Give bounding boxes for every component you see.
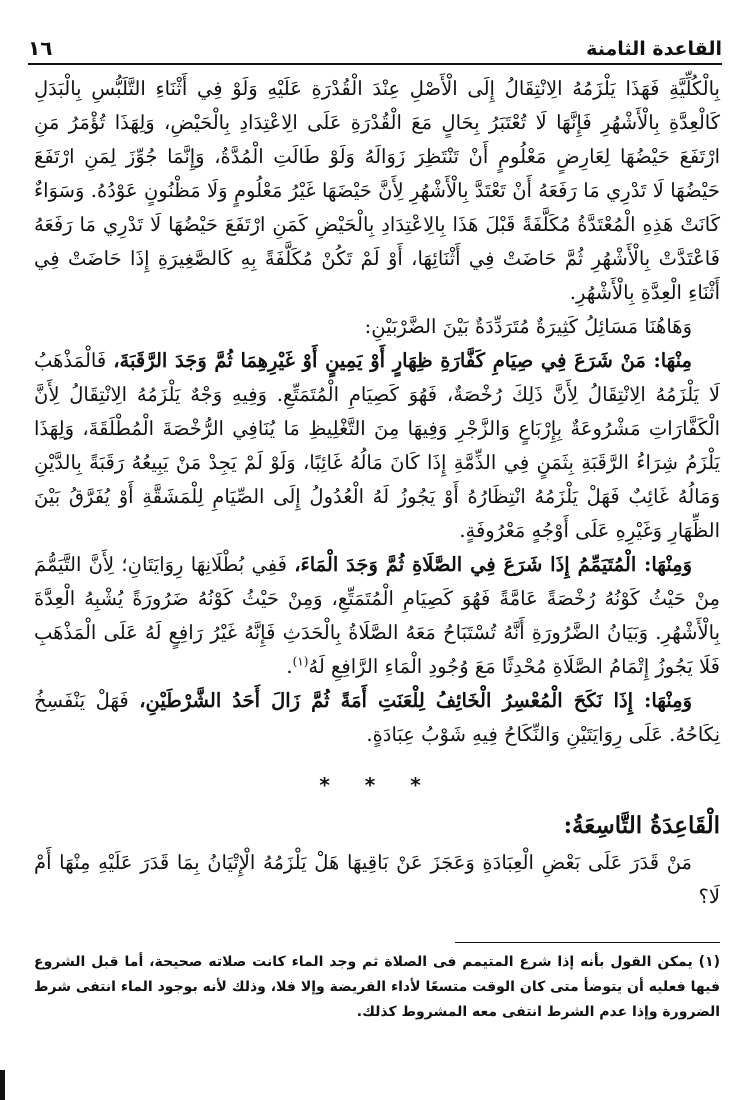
header-rule [28,63,722,65]
paragraph-5 [34,684,720,752]
footnote-rule [455,942,720,943]
running-title: القاعدة الثامنة [586,38,722,60]
footnote-block [34,950,720,1025]
section-heading: الْقَاعِدَةُ التَّاسِعَةُ: [563,812,720,839]
paragraph-2: وَهَاهُنَا مَسَائِلُ كَثِيرَةٌ مُتَرَدِّدَةٌ بَيْنَ الضَّرْبَيْنِ: [364,315,692,338]
issue-2-heading: وَمِنْهَا: الْمُتَيَمِّمُ إِذَا شَرَعَ فِي الصَّلَاةِ ثُمَّ وَجَدَ الْمَاءَ، [294,553,693,576]
issue-1-heading: مِنْهَا: مَنْ شَرَعَ فِي صِيَامِ كَفَّارَةِ ظِهَارٍ أَوْ يَمِينٍ أَوْ غَيْرِهِمَا ثُمَّ وَجَدَ الرَّقَبَةَ، [113,349,692,372]
footnote-reference[interactable]: (١) [292,654,309,669]
page-edge-mark [0,1070,5,1100]
page-number: ١٦ [28,36,53,60]
page-header [28,26,722,60]
main-text [34,72,720,914]
paragraph-4: وَمِنْهَا: الْمُتَيَمِّمُ إِذَا شَرَعَ فِي الصَّلَاةِ ثُمَّ وَجَدَ الْمَاءَ، فَفِي بُطْلَانِهَا رِوَايَتَانِ؛ لِأَنَّ التَّيَمُّمَ مِنْ حَيْثُ كَوْنُهُ رُخْصَةً عَامَّةً فَهُوَ كَصِيَامِ الْمُتَمَتِّعِ، وَمِنْ حَيْثُ كَوْنُهُ ضَرُورَةً يُشْبِهُ الْعِدَّةَ بِالْأَشْهُرِ. وَبَيَانُ الضَّرُورَةِ أَنَّهُ تُسْتَبَاحُ مَعَهُ الصَّلَاةُ بِالْحَدَثِ فَإِنَّهُ غَيْرُ رَافِعٍ لَهُ عَلَى الْمَذْهَبِ فَلَا يَجُوزُ إِتْمَامُ الصَّلَاةِ مُحْدِثًا مَعَ وُجُودِ الْمَاءِ الرَّافِعِ لَهُ$^{(١)}$. [34,553,720,678]
paragraph-3 [34,344,720,548]
section-separator: * * * [319,773,435,797]
section-intro: مَنْ قَدَرَ عَلَى بَعْضِ الْعِبَادَةِ وَعَجَزَ عَنْ بَاقِيهَا هَلْ يَلْزَمُهُ الْإِتْيَانُ بِمَا قَدَرَ عَلَيْهِ مِنْهَا أَمْ لَا؟ [34,851,720,908]
footnote-text: (١) يمكن القول بأنه إذا شرع المتيمم فى الصلاة ثم وجد الماء كانت صلاته صحيحة، أما قبل الشروع فيها فعليه أن يتوضأ متى كان الوقت متسعًا لأداء الفريضة وإلا فلا، وذلك لأنه بوجود الماء انتفى شرط الضرورة وإذا عدم الشرط انتفى معه المشروط كذلك. [34,954,720,1020]
issue-2-text: فَفِي بُطْلَانِهَا رِوَايَتَانِ؛ لِأَنَّ التَّيَمُّمَ مِنْ حَيْثُ كَوْنُهُ رُخْصَةً عَامَّةً فَهُوَ كَصِيَامِ الْمُتَمَتِّعِ، وَمِنْ حَيْثُ كَوْنُهُ ضَرُورَةً يُشْبِهُ الْعِدَّةَ بِالْأَشْهُرِ. وَبَيَانُ الضَّرُورَةِ أَنَّهُ تُسْتَبَاحُ مَعَهُ الصَّلَاةُ بِالْحَدَثِ فَإِنَّهُ غَيْرُ رَافِعٍ لَهُ عَلَى الْمَذْهَبِ فَلَا يَجُوزُ إِتْمَامُ الصَّلَاةِ مُحْدِثًا مَعَ وُجُودِ الْمَاءِ الرَّافِعِ لَهُ [34,553,720,678]
issue-3-text: فَهَلْ يَنْفَسِخُ نِكَاحُهُ. عَلَى رِوَايَتَيْنِ وَالنِّكَاحُ فِيهِ شَوْبُ عِبَادَةٍ. [34,689,720,746]
issue-1-text: فَالْمَذْهَبُ لَا يَلْزَمُهُ الِانْتِقَالُ لِأَنَّ ذَلِكَ رُخْصَةٌ، فَهُوَ كَصِيَامِ الْمُتَمَتِّعِ. وَفِيهِ وَجْهٌ يَلْزَمُهُ الِانْتِقَالُ لِأَنَّ الْكَفَّارَاتِ مَشْرُوعَةٌ بِإِرْبَاعٍ وَالزَّجْرِ وَفِيهَا مِنَ التَّغْلِيظِ مَا يُنَافِي الرُّخْصَةَ الْمُطْلَقَةَ، وَلِهَذَا يَلْزَمُ شِرَاءُ الرَّقَبَةِ بِثَمَنٍ فِي الذِّمَّةِ إِذَا كَانَ مَالُهُ غَائِبًا، وَلَوْ لَمْ يَجِدْ مَنْ يَبِيعُهُ رَقَبَةً بِالدَّيْنِ وَمَالُهُ غَائِبٌ فَهَلْ يَلْزَمُهُ انْتِظَارُهُ أَوْ يَجُوزُ لَهُ الْعُدُولُ إِلَى الصِّيَامِ لِلْمَشَقَّةِ أَوْ يُفَرَّقُ بَيْنَ الظِّهَارِ وَغَيْرِهِ عَلَى أَوْجُهٍ مَعْرُوفَةٍ. [34,349,720,542]
paragraph-1: بِالْكُلِّيَّةِ فَهَذَا يَلْزَمُهُ الِانْتِقَالُ إِلَى الْأَصْلِ عِنْدَ الْقُدْرَةِ عَلَيْهِ وَلَوْ فِي أَثْنَاءِ التَّلَبُّسِ بِالْبَدَلِ كَالْعِدَّةِ بِالْأَشْهُرِ فَإِنَّهَا لَا تُعْتَبَرُ بِحَالٍ مَعَ الْقُدْرَةِ عَلَى الِاعْتِدَادِ بِالْحَيْضِ، وَلِهَذَا تُؤْمَرُ مَنِ ارْتَفَعَ حَيْضُهَا لِعَارِضٍ مَعْلُومٍ أَنْ تَنْتَظِرَ زَوَالَهُ وَلَوْ طَالَتِ الْمُدَّةُ، وَإِنَّمَا جُوِّزَ لِمَنِ ارْتَفَعَ حَيْضُهَا لَا تَدْرِي مَا رَفَعَهُ أَنْ تَعْتَدَّ بِالْأَشْهُرِ لِأَنَّ حَيْضَهَا غَيْرُ مَعْلُومٍ وَلَا مَظْنُونٍ عَوْدُهُ. وَسَوَاءٌ كَانَتْ هَذِهِ الْمُعْتَدَّةُ مُكَلَّفَةً قَبْلَ هَذَا بِالِاعْتِدَادِ بِالْحَيْضِ كَمَنِ ارْتَفَعَ حَيْضُهَا لَا تَدْرِي مَا رَفَعَهُ فَاعْتَدَّتْ بِالْأَشْهُرِ ثُمَّ حَاضَتْ فِي أَثْنَائِهَا، أَوْ لَمْ تَكُنْ مُكَلَّفَةً بِهِ كَالصَّغِيرَةِ إِذَا حَاضَتْ فِي أَثْنَاءِ الْعِدَّةِ بِالْأَشْهُرِ. [34,77,720,304]
issue-3-heading: وَمِنْهَا: إِذَا نَكَحَ الْمُعْسِرُ الْخَائِفُ لِلْعَنَتِ أَمَةً ثُمَّ زَالَ أَحَدُ الشَّرْطَيْنِ، [139,689,693,712]
